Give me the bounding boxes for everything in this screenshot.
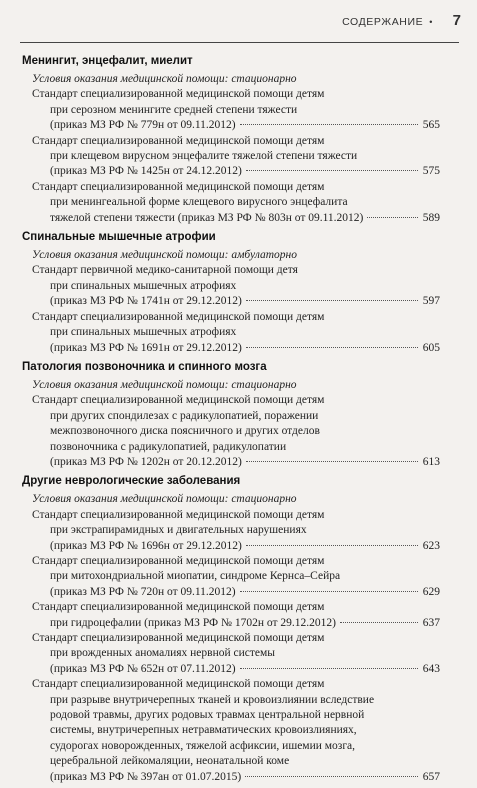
entry-text-line: при врожденных аномалиях нервной системы	[50, 647, 276, 660]
toc-entry[interactable]	[22, 310, 440, 356]
dot-leader	[245, 776, 418, 777]
entry-text-line: позвоночника с радикулопатией, радикулопатии	[50, 440, 287, 453]
entry-text-line: при разрыве внутричерепных тканей и кровоизлиянии вследствие	[50, 693, 375, 706]
toc-entry[interactable]	[22, 508, 440, 554]
entry-text-line: при спинальных мышечных атрофиях	[50, 326, 237, 339]
section-title: Другие неврологические заболевания	[22, 475, 241, 488]
dot-leader	[240, 591, 418, 592]
dot-leader	[246, 545, 418, 546]
entry-text-line: Стандарт специализированной медицинской помощи детям	[32, 632, 325, 644]
entry-page-number: 605	[422, 341, 440, 354]
entry-text-line: при клещевом вирусном энцефалите тяжелой степени тяжести	[50, 150, 358, 163]
entry-page-number: 565	[422, 119, 440, 132]
dot-leader	[240, 124, 418, 125]
entry-last-line	[22, 211, 440, 226]
dot-leader	[246, 347, 418, 348]
toc-entry[interactable]	[22, 600, 440, 631]
entry-order-text: (приказ МЗ РФ № 1691н от 29.12.2012)	[50, 341, 242, 354]
entry-text-line: Стандарт первичной медико-санитарной помощи детя	[32, 264, 298, 277]
care-conditions: Условия оказания медицинской помощи: стационарно	[32, 378, 297, 391]
toc-entry[interactable]	[22, 134, 440, 180]
entry-last-line	[22, 341, 440, 356]
section-title: Спинальные мышечные атрофии	[22, 231, 216, 244]
toc-section	[22, 53, 440, 226]
entry-order-text: (приказ МЗ РФ № 397ан от 01.07.2015)	[50, 770, 242, 783]
section-title: Менингит, энцефалит, миелит	[22, 55, 193, 67]
entry-text-line: при митохондриальной миопатии, синдроме Кернса–Сейра	[50, 570, 341, 583]
entry-page-number: 643	[422, 662, 440, 675]
entry-order-text: (приказ МЗ РФ № 1696н от 29.12.2012)	[50, 539, 242, 552]
header-title: СОДЕРЖАНИЕ	[342, 16, 424, 28]
toc-section	[22, 359, 440, 470]
entry-text-line: Стандарт специализированной медицинской помощи детям	[32, 394, 325, 407]
entry-text-line: Стандарт специализированной медицинской помощи детям	[32, 554, 325, 567]
entry-last-line	[22, 770, 440, 785]
toc-entry[interactable]	[22, 180, 440, 226]
section-title: Патология позвоночника и спинного мозга	[22, 360, 267, 373]
toc-entry[interactable]	[22, 631, 440, 677]
running-header	[342, 12, 461, 29]
entry-page-number: 597	[422, 295, 440, 308]
entry-text-line: Стандарт специализированной медицинской помощи детям	[32, 678, 325, 691]
dot-leader	[340, 622, 418, 623]
care-conditions: Условия оказания медицинской помощи: стационарно	[32, 493, 297, 506]
entry-text-line: Стандарт специализированной медицинской помощи детям	[32, 508, 325, 521]
entry-text-line: Стандарт специализированной медицинской помощи детям	[32, 134, 325, 147]
entry-text-line: Стандарт специализированной медицинской помощи детям	[32, 601, 325, 614]
entry-last-line	[22, 585, 440, 600]
header-rule	[20, 42, 459, 43]
care-conditions: Условия оказания медицинской помощи: стационарно	[32, 73, 297, 85]
toc-entry[interactable]	[22, 393, 440, 470]
entry-order-text: (приказ МЗ РФ № 1202н от 20.12.2012)	[50, 455, 242, 468]
entry-last-line	[22, 662, 440, 677]
entry-order-text: при гидроцефалии (приказ МЗ РФ № 1702н от 29.12.2012)	[50, 616, 336, 629]
entry-text-line: системы, внутричерепных нетравматических кровоизлияниях,	[50, 724, 357, 737]
entry-last-line	[22, 616, 440, 631]
entry-text-line: межпозвоночного диска поясничного и других отделов	[50, 425, 320, 438]
dot-leader	[240, 668, 418, 669]
entry-order-text: (приказ МЗ РФ № 1741н от 29.12.2012)	[50, 295, 242, 308]
entry-page-number: 629	[422, 585, 440, 598]
toc-entry[interactable]	[22, 87, 440, 133]
entry-page-number: 575	[422, 165, 440, 178]
entry-page-number: 623	[422, 539, 440, 552]
entry-text-line: Стандарт специализированной медицинской помощи детям	[32, 310, 325, 323]
entry-text-line: при других спондилезах с радикулопатией, поражении	[50, 409, 319, 422]
dot-leader	[246, 170, 418, 171]
entry-order-text: (приказ МЗ РФ № 720н от 09.11.2012)	[50, 585, 236, 598]
toc-entry[interactable]	[22, 554, 440, 600]
entry-last-line	[22, 294, 440, 309]
entry-text-line: при спинальных мышечных атрофиях	[50, 279, 237, 292]
entry-text-line: при экстрапирамидных и двигательных нарушениях	[50, 524, 307, 537]
entry-last-line	[22, 455, 440, 470]
dot-leader	[246, 461, 418, 462]
entry-page-number: 589	[422, 211, 440, 224]
toc-section	[22, 229, 440, 356]
toc-entry[interactable]	[22, 263, 440, 309]
entry-last-line	[22, 164, 440, 179]
table-of-contents	[22, 50, 440, 788]
header-bullet: •	[429, 17, 433, 27]
entry-text-line: Стандарт специализированной медицинской помощи детям	[32, 180, 325, 193]
care-conditions: Условия оказания медицинской помощи: амбулаторно	[32, 249, 297, 262]
entry-text-line: родовой травмы, других родовых травмах центральной нервной	[50, 709, 365, 722]
entry-text-line: при серозном менингите средней степени тяжести	[50, 103, 298, 116]
entry-last-line	[22, 118, 440, 133]
entry-text-line: при менингеальной форме клещевого вирусного энцефалита	[50, 196, 348, 209]
entry-page-number: 637	[422, 616, 440, 629]
dot-leader	[367, 217, 418, 218]
page-number: 7	[452, 12, 461, 29]
entry-order-text: (приказ МЗ РФ № 1425н от 24.12.2012)	[50, 165, 242, 178]
toc-section	[22, 473, 440, 785]
entry-page-number: 613	[422, 455, 440, 468]
toc-entry[interactable]	[22, 677, 440, 785]
entry-text-line: Стандарт специализированной медицинской помощи детям	[32, 88, 325, 101]
dot-leader	[246, 300, 418, 301]
entry-last-line	[22, 539, 440, 554]
entry-order-text: (приказ МЗ РФ № 779н от 09.11.2012)	[50, 119, 236, 132]
entry-order-text: тяжелой степени тяжести (приказ МЗ РФ № 803н от 09.11.2012)	[50, 211, 364, 224]
entry-order-text: (приказ МЗ РФ № 652н от 07.11.2012)	[50, 662, 236, 675]
entry-page-number: 657	[422, 770, 440, 783]
entry-text-line: церебральной лейкомаляции, неонатальной коме	[50, 755, 290, 768]
entry-text-line: судорогах новорожденных, тяжелой асфиксии, ишемии мозга,	[50, 739, 356, 752]
